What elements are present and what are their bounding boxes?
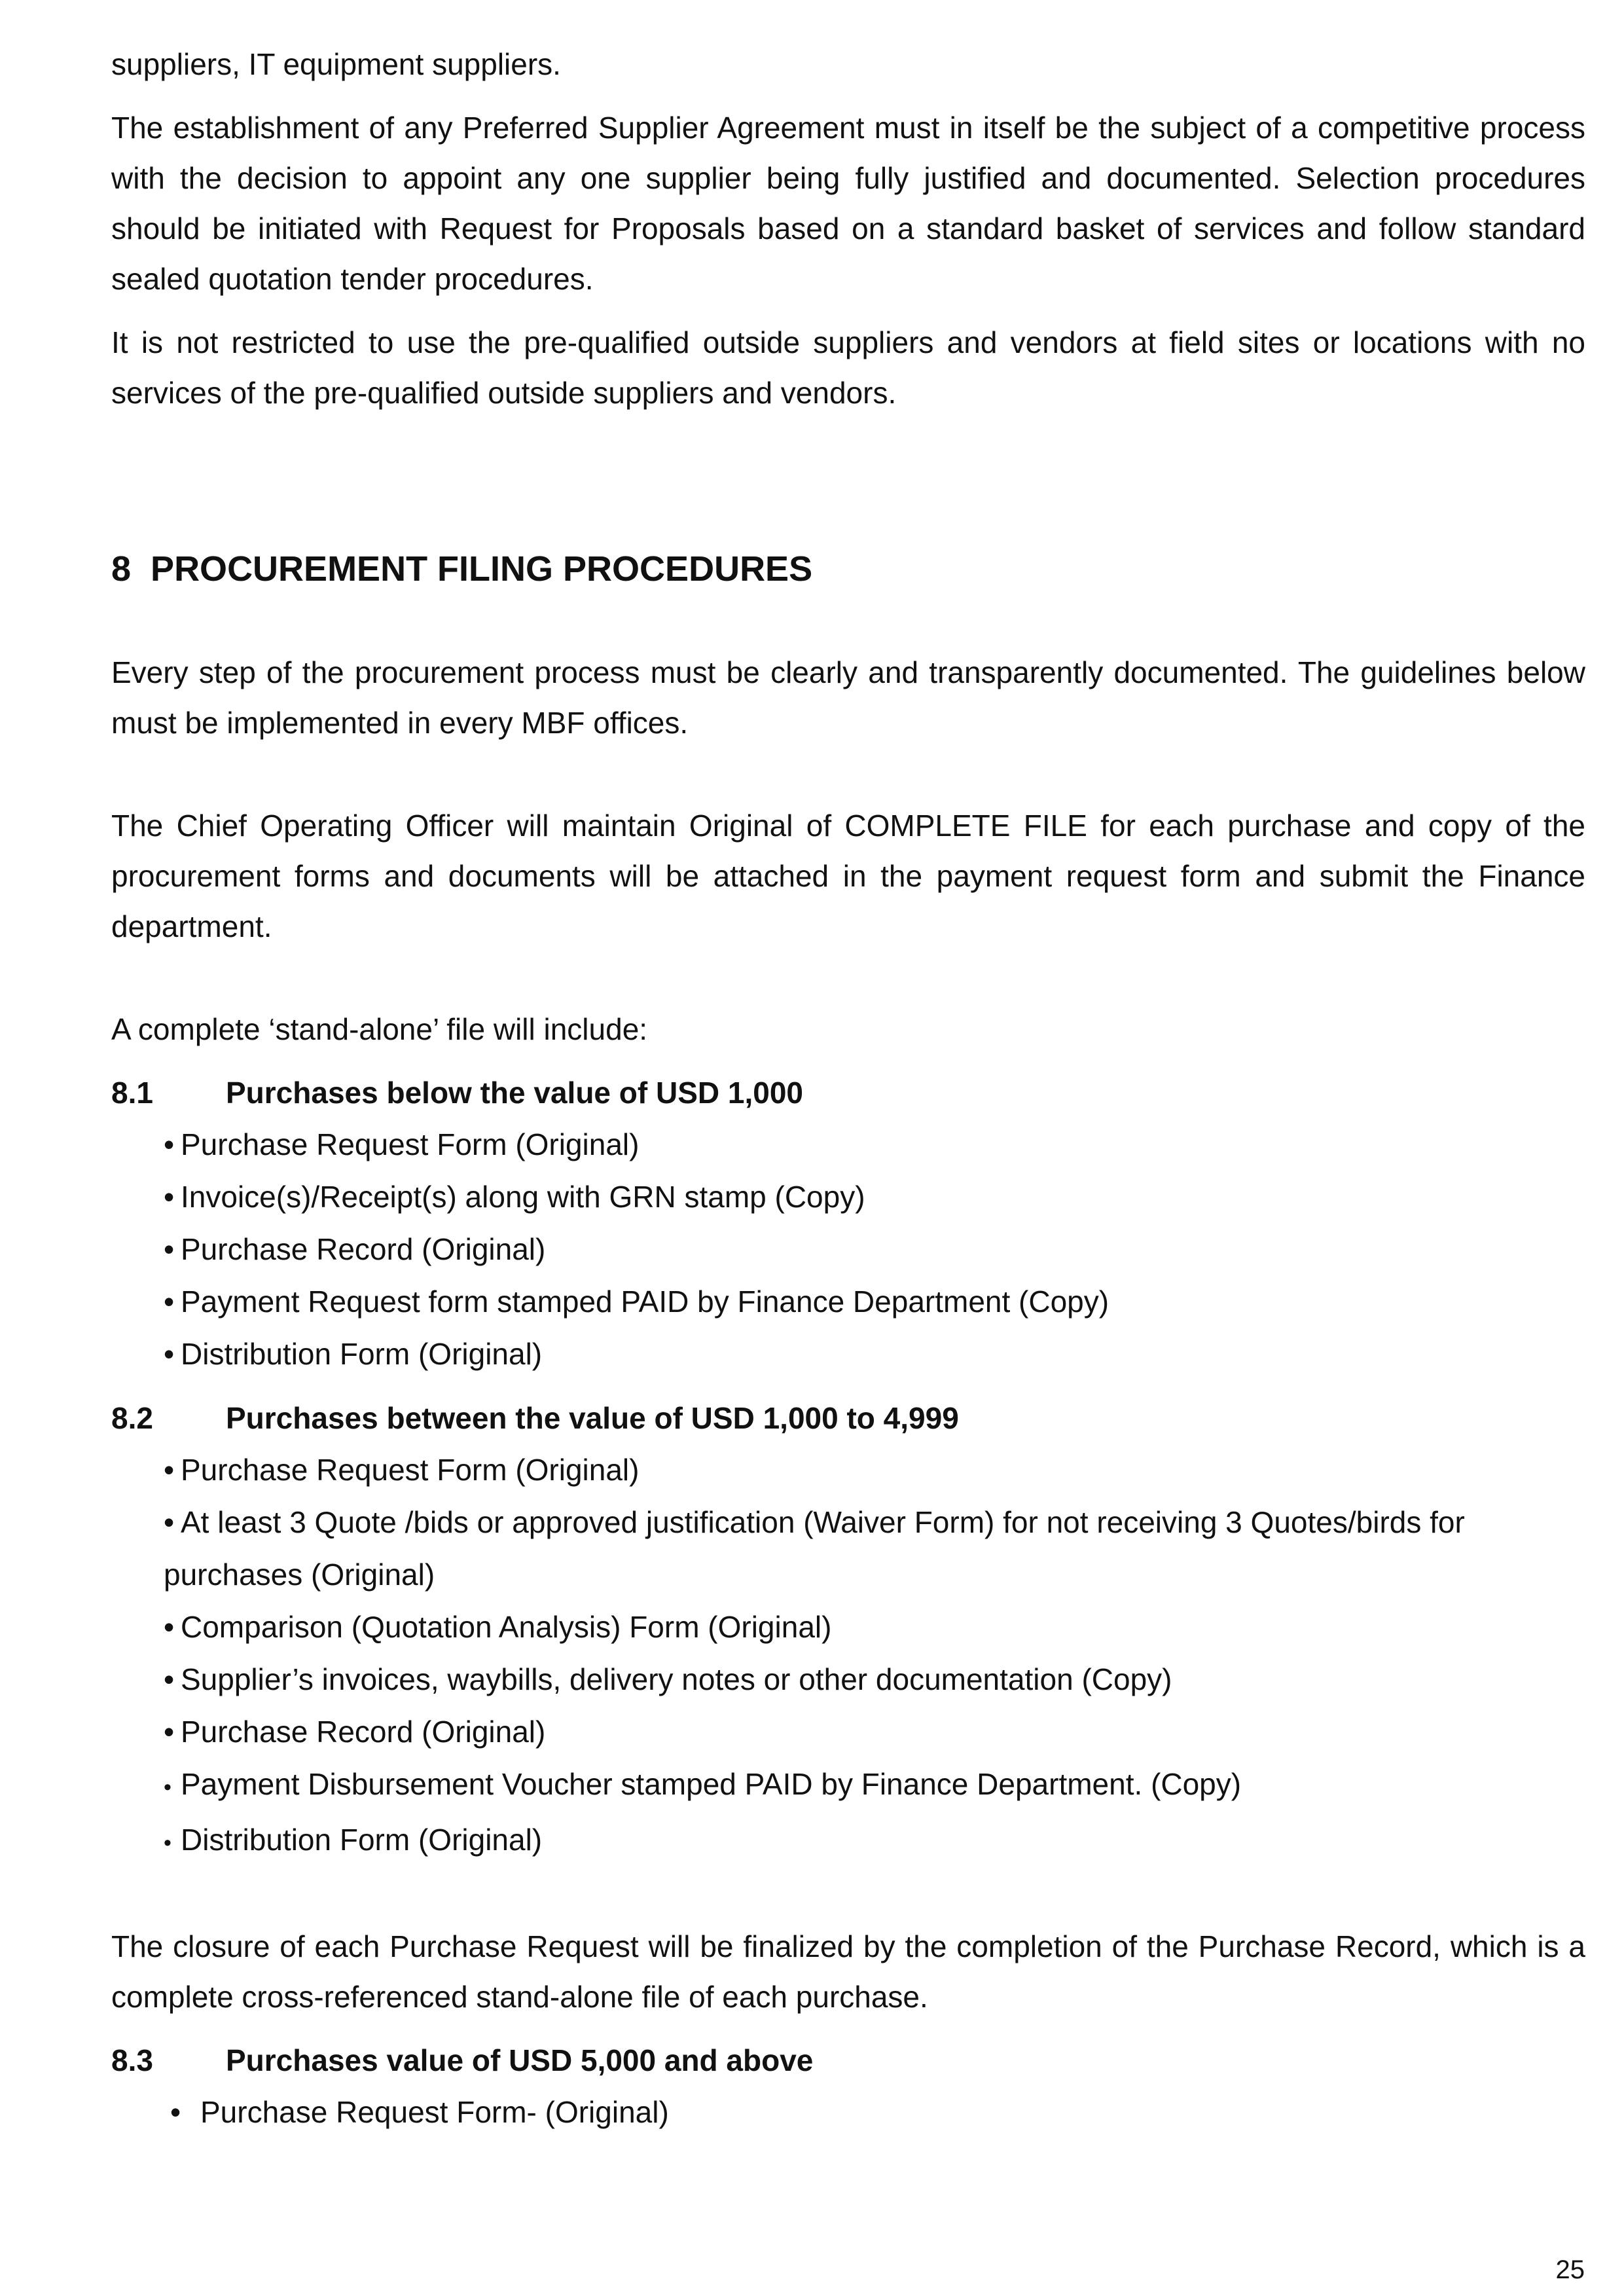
- intro-paragraph-1: The establishment of any Preferred Supplier Agreement must in itself be the subject of a competitive process with the decision to appoint any one supplier being fully justified and documented. Selection procedures should be initiated with Request for Proposals based on a standard basket of services and follow standard sealed quotation tender procedures.: [111, 111, 1585, 296]
- intro-paragraph-2: It is not restricted to use the pre-qualified outside suppliers and vendors at field sites or locations with no services of the pre-qualified outside suppliers and vendors.: [111, 325, 1585, 410]
- bullet-icon: •: [164, 1662, 175, 1696]
- section-8-2-title: Purchases between the value of USD 1,000 to 4,999: [226, 1401, 959, 1435]
- section-8-2-list: [111, 1444, 1585, 1869]
- section-8-2-heading: [111, 1393, 1585, 1444]
- page-number: 25: [1555, 2255, 1585, 2284]
- bullet-icon: •: [164, 1715, 175, 1749]
- list-item: • Payment Request form stamped PAID by Finance Department (Copy): [164, 1275, 1585, 1328]
- document-page: [111, 39, 1585, 2138]
- section-8-paragraph-1: Every step of the procurement process must be clearly and transparently documented. The guidelines below must be implemented in every MBF offices.: [111, 655, 1585, 740]
- bullet-icon: •: [164, 1232, 175, 1266]
- list-item: • Comparison (Quotation Analysis) Form (Original): [164, 1601, 1585, 1653]
- bullet-icon: •: [164, 1337, 175, 1371]
- bullet-icon: •: [164, 1453, 175, 1487]
- bullet-icon: •: [170, 2095, 181, 2129]
- list-item: • Distribution Form (Original): [164, 1813, 1585, 1869]
- section-8-paragraph-3: A complete ‘stand-alone’ file will include:: [111, 1012, 648, 1046]
- section-8-3-heading: [111, 2035, 1585, 2086]
- list-item: • Purchase Record (Original): [164, 1223, 1585, 1275]
- section-8-3-title: Purchases value of USD 5,000 and above: [226, 2043, 814, 2077]
- bullet-icon: •: [164, 1127, 175, 1161]
- section-8-2-number: 8.2: [111, 1401, 153, 1435]
- section-8-3-list: [111, 2086, 1585, 2138]
- bullet-icon: •: [164, 1775, 171, 1800]
- section-8-2-closing: The closure of each Purchase Request will be finalized by the completion of the Purchase Record, which is a complete cross-referenced stand-alone file of each purchase.: [111, 1929, 1585, 2014]
- list-item: • Purchase Request Form (Original): [164, 1444, 1585, 1496]
- section-8-1-title: Purchases below the value of USD 1,000: [226, 1076, 803, 1110]
- section-8-1-number: 8.1: [111, 1076, 153, 1110]
- list-item: • Purchase Request Form- (Original): [170, 2086, 1585, 2138]
- bullet-icon: •: [164, 1831, 171, 1855]
- list-item: • Payment Disbursement Voucher stamped PAID by Finance Department. (Copy): [164, 1758, 1585, 1813]
- section-8-title: PROCUREMENT FILING PROCEDURES: [151, 549, 813, 589]
- section-8-number: 8: [111, 549, 132, 589]
- section-8-3-number: 8.3: [111, 2043, 153, 2077]
- list-item: • At least 3 Quote /bids or approved justification (Waiver Form) for not receiving 3 Quotes/birds for purchases (Original): [164, 1496, 1585, 1601]
- section-8-1-list: [111, 1118, 1585, 1380]
- list-item: • Supplier’s invoices, waybills, delivery notes or other documentation (Copy): [164, 1653, 1585, 1705]
- list-item: • Invoice(s)/Receipt(s) along with GRN stamp (Copy): [164, 1171, 1585, 1223]
- list-item: • Distribution Form (Original): [164, 1328, 1585, 1380]
- section-8-paragraph-2: The Chief Operating Officer will maintain Original of COMPLETE FILE for each purchase and copy of the procurement forms and documents will be attached in the payment request form and submit the Finance department.: [111, 809, 1585, 943]
- section-8-heading: [111, 543, 1585, 595]
- bullet-icon: •: [164, 1505, 175, 1539]
- list-item: • Purchase Request Form (Original): [164, 1118, 1585, 1171]
- list-item: • Purchase Record (Original): [164, 1705, 1585, 1758]
- bullet-icon: •: [164, 1180, 175, 1214]
- bullet-icon: •: [164, 1285, 175, 1319]
- section-8-1-heading: [111, 1068, 1585, 1118]
- bullet-icon: •: [164, 1610, 175, 1644]
- intro-line: suppliers, IT equipment suppliers.: [111, 47, 561, 81]
